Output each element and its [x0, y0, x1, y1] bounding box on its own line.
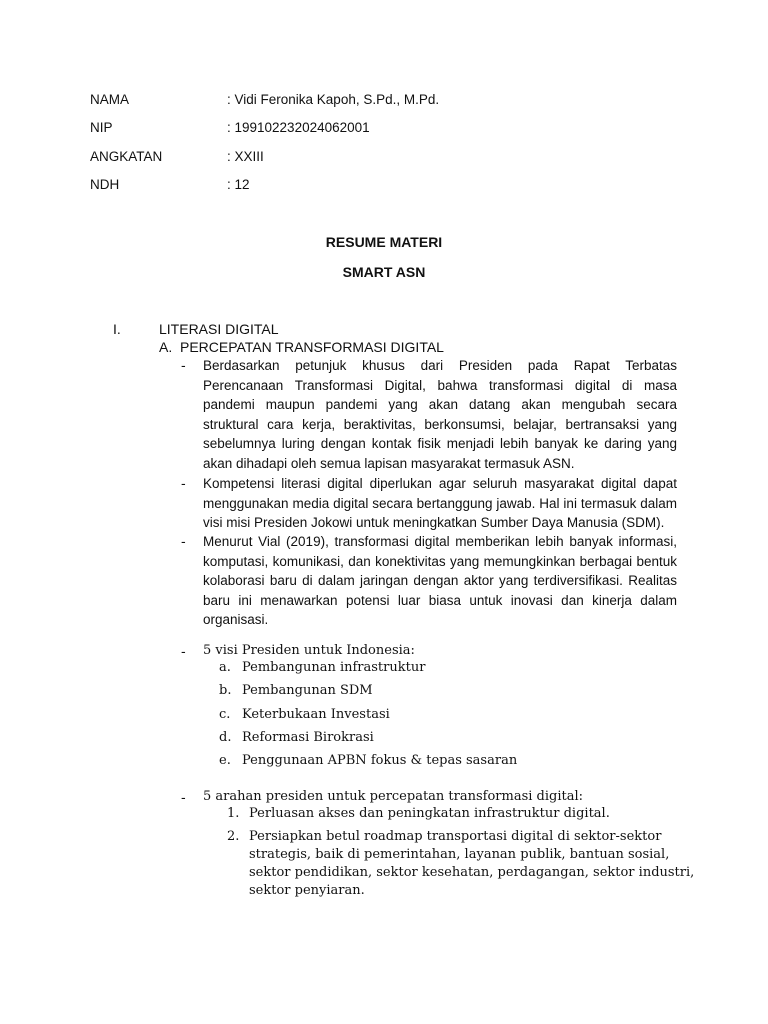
list-item-marker: a. — [219, 660, 231, 675]
visi-heading: 5 visi Presiden untuk Indonesia: — [203, 643, 415, 658]
list-item-line: sektor penyiaran. — [249, 883, 365, 898]
nip-value: : 199102232024062001 — [227, 120, 370, 135]
paragraph-menurut-vial: Menurut Vial (2019), transformasi digital memberikan lebih banyak informasi, komputasi, komunikasi, dan konektivitas yang memungkinkan berbagai bentuk kolaborasi baru di dalam jaringan dengan aktor yang terdiversifikasi. Realitas baru ini menawarkan potensi luar biasa untuk inovasi dan kinerja dalam organisasi. — [203, 534, 677, 628]
list-item: Reformasi Birokrasi — [242, 730, 374, 745]
document-subtitle: SMART ASN — [342, 264, 426, 280]
arahan-heading: 5 arahan presiden untuk percepatan transformasi digital: — [203, 789, 584, 804]
list-item: Perluasan akses dan peningkatan infrastruktur digital. — [249, 806, 610, 821]
list-item-marker: d. — [219, 730, 232, 745]
ndh-label: NDH — [90, 177, 120, 192]
paragraph-arahan-presiden: Berdasarkan petunjuk khusus dari Presiden pada Rapat Terbatas Perencanaan Transformasi Digital, bahwa transformasi digital di masa pandemi maupun pandemi yang akan datang akan mengubah secara struktural cara kerja, beraktivitas, berkonsumsi, belajar, bertransaksi yang sebelumnya luring dengan kontak fisik menjadi lebih banyak ke daring yang akan dihadapi oleh semua lapisan masyarakat termasuk ASN. — [203, 358, 677, 471]
list-item-marker: 2. — [227, 829, 240, 844]
bullet-dash: - — [181, 643, 186, 659]
subsection-title: PERCEPATAN TRANSFORMASI DIGITAL — [180, 339, 444, 355]
list-item: Penggunaan APBN fokus & tepas sasaran — [242, 753, 518, 768]
list-item-marker: 1. — [227, 806, 240, 821]
list-item-line: strategis, baik di pemerintahan, layanan publik, bantuan sosial, — [249, 847, 670, 862]
bullet-dash: - — [181, 533, 186, 549]
list-item-line: sektor pendidikan, sektor kesehatan, perdagangan, sektor industri, — [249, 865, 695, 880]
list-item-marker: e. — [219, 753, 231, 768]
list-item: Pembangunan infrastruktur — [242, 660, 426, 675]
angkatan-value: : XXIII — [227, 149, 264, 164]
ndh-value: : 12 — [227, 177, 250, 192]
bullet-dash: - — [181, 357, 186, 373]
list-item-marker: c. — [219, 707, 231, 722]
section-title: LITERASI DIGITAL — [159, 321, 279, 337]
bullet-dash: - — [181, 475, 186, 491]
nip-label: NIP — [90, 120, 113, 135]
nama-value: : Vidi Feronika Kapoh, S.Pd., M.Pd. — [227, 92, 440, 107]
list-item: Keterbukaan Investasi — [242, 707, 390, 722]
subsection-letter: A. — [159, 339, 173, 355]
list-item: Pembangunan SDM — [242, 683, 373, 698]
bullet-dash: - — [181, 789, 186, 805]
list-item-marker: b. — [219, 683, 232, 698]
section-number: I. — [113, 321, 121, 337]
angkatan-label: ANGKATAN — [90, 149, 163, 164]
list-item-line: Persiapkan betul roadmap transportasi digital di sektor-sektor — [249, 829, 662, 844]
nama-label: NAMA — [90, 92, 130, 107]
document-title: RESUME MATERI — [325, 234, 443, 250]
paragraph-kompetensi-literasi: Kompetensi literasi digital diperlukan agar seluruh masyarakat digital dapat menggunakan media digital secara bertanggung jawab. Hal ini termasuk dalam visi misi Presiden Jokowi untuk meningkatkan Sumber Daya Manusia (SDM). — [203, 476, 677, 531]
